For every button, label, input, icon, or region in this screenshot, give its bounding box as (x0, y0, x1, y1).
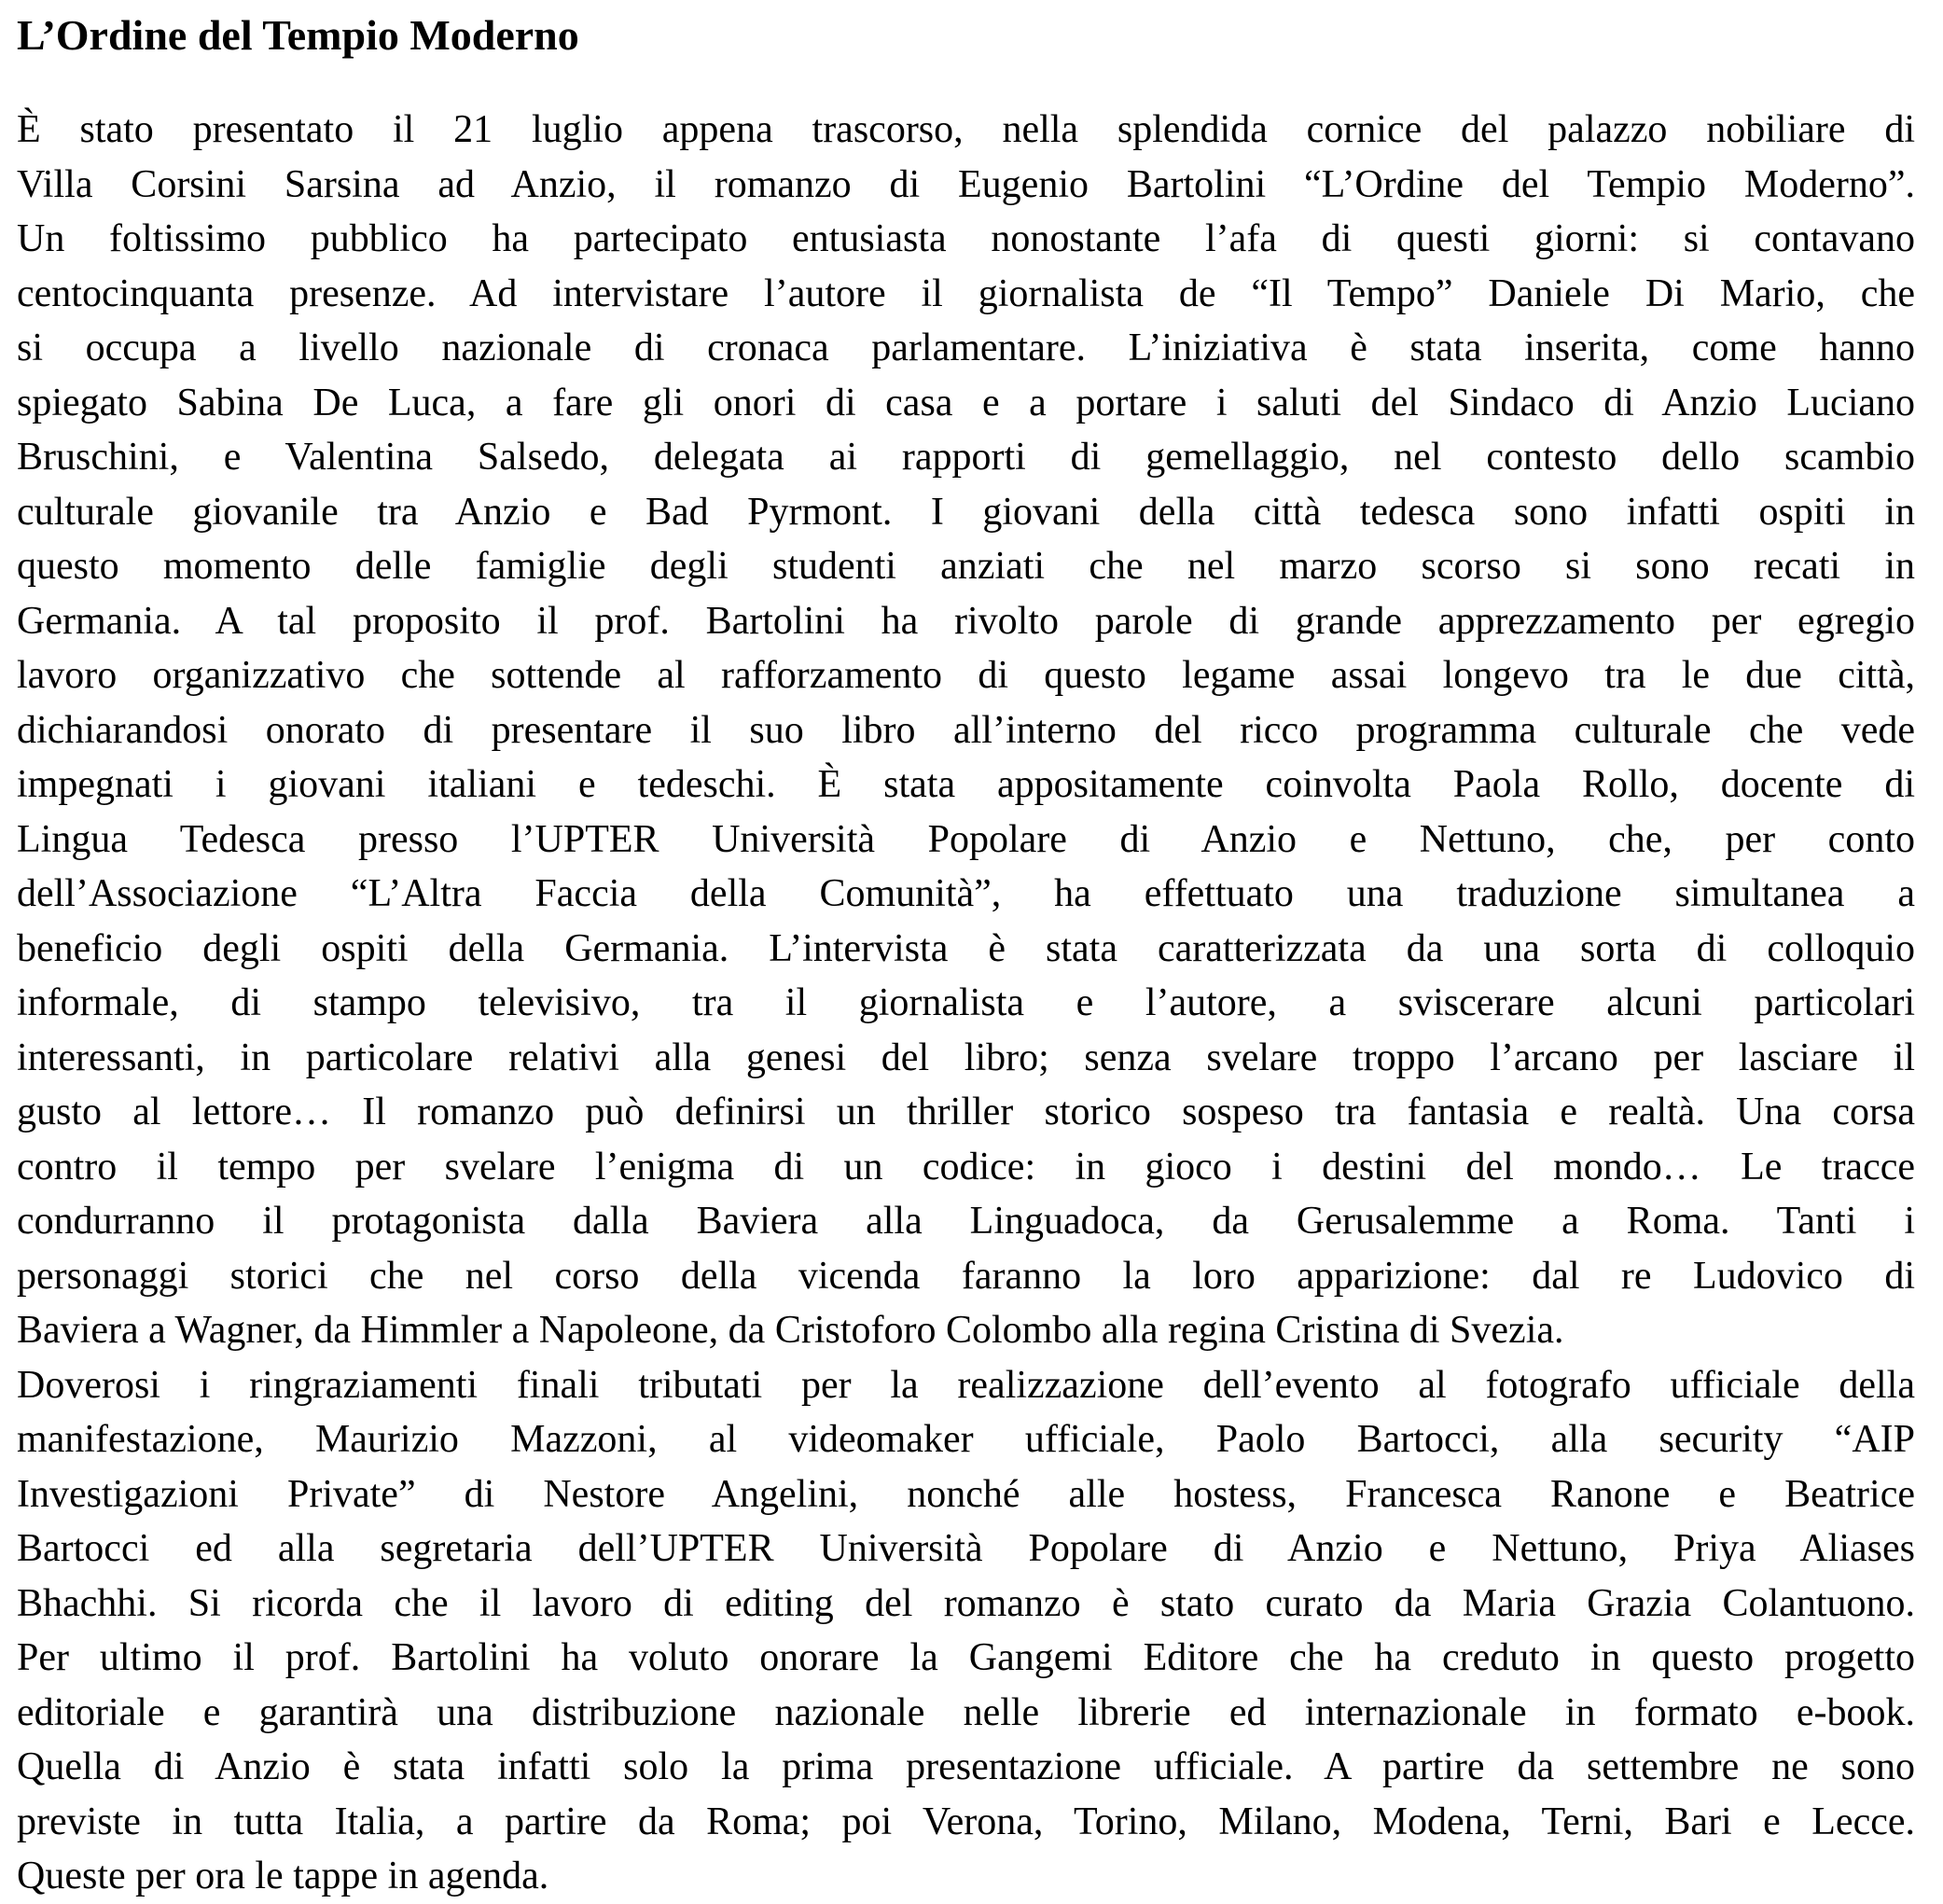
article-body-line: centocinquanta presenze. Ad intervistare l’autore il giornalista de “Il Tempo” Daniele Di Mario, che (17, 271, 1915, 315)
article-body-line: Lingua Tedesca presso l’UPTER Università Popolare di Anzio e Nettuno, che, per conto (17, 817, 1915, 861)
article-body-line: dell’Associazione “L’Altra Faccia della Comunità”, ha effettuato una traduzione simultanea a (17, 872, 1915, 915)
article-body-line: dichiarandosi onorato di presentare il suo libro all’interno del ricco programma culturale che vede (17, 708, 1915, 752)
article-body-line: È stato presentato il 21 luglio appena trascorso, nella splendida cornice del palazzo nobiliare di (17, 108, 1915, 151)
article-body-line: Doverosi i ringraziamenti finali tributati per la realizzazione dell’evento al fotografo ufficiale della (17, 1363, 1915, 1407)
article-body-line: Per ultimo il prof. Bartolini ha voluto onorare la Gangemi Editore che ha creduto in questo progetto (17, 1636, 1915, 1679)
article-body-line: Queste per ora le tappe in agenda. (17, 1855, 549, 1897)
article-body-line: questo momento delle famiglie degli studenti anziati che nel marzo scorso si sono recati in (17, 545, 1915, 588)
article-body-line: si occupa a livello nazionale di cronaca parlamentare. L’iniziativa è stata inserita, come hanno (17, 327, 1915, 369)
article-body-line: Un foltissimo pubblico ha partecipato entusiasta nonostante l’afa di questi giorni: si contavano (17, 217, 1915, 260)
article-body-line: interessanti, in particolare relativi alla genesi del libro; senza svelare troppo l’arcano per lasciare il (17, 1035, 1915, 1079)
article-body-line: informale, di stampo televisivo, tra il giornalista e l’autore, a sviscerare alcuni particolari (17, 981, 1915, 1024)
article-body-line: editoriale e garantirà una distribuzione nazionale nelle librerie ed internazionale in formato e-book. (17, 1690, 1915, 1734)
article-body-line: Investigazioni Private” di Nestore Angelini, nonché alle hostess, Francesca Ranone e Beatrice (17, 1472, 1915, 1516)
article-body (17, 62, 1915, 1904)
article-body-line: contro il tempo per svelare l’enigma di un codice: in gioco i destini del mondo… Le tracce (17, 1145, 1915, 1188)
article-body-line: Quella di Anzio è stata infatti solo la prima presentazione ufficiale. A partire da settembre ne sono (17, 1745, 1915, 1788)
article-body-line: Germania. A tal proposito il prof. Bartolini ha rivolto parole di grande apprezzamento per egregio (17, 599, 1915, 643)
article-body-line: Bruschini, e Valentina Salsedo, delegata ai rapporti di gemellaggio, nel contesto dello scambio (17, 436, 1915, 479)
article-body-line: previste in tutta Italia, a partire da Roma; poi Verona, Torino, Milano, Modena, Terni, Bari e Lecce. (17, 1800, 1915, 1843)
article-body-line: lavoro organizzativo che sottende al rafforzamento di questo legame assai longevo tra le due città, (17, 654, 1915, 697)
article-body-line: condurranno il protagonista dalla Baviera alla Linguadoca, da Gerusalemme a Roma. Tanti i (17, 1200, 1915, 1243)
article-body-line: manifestazione, Maurizio Mazzoni, al videomaker ufficiale, Paolo Bartocci, alla security “AIP (17, 1418, 1915, 1461)
article-body-line: gusto al lettore… Il romanzo può definirsi un thriller storico sospeso tra fantasia e realtà. Una corsa (17, 1091, 1915, 1133)
article-body-line: personaggi storici che nel corso della vicenda faranno la loro apparizione: dal re Ludovico di (17, 1254, 1915, 1298)
article-body-line: Bartocci ed alla segretaria dell’UPTER Università Popolare di Anzio e Nettuno, Priya Aliases (17, 1527, 1915, 1570)
article-body-line: Baviera a Wagner, da Himmler a Napoleone, da Cristoforo Colombo alla regina Cristina di Svezia. (17, 1309, 1564, 1352)
article-body-line: Villa Corsini Sarsina ad Anzio, il romanzo di Eugenio Bartolini “L’Ordine del Tempio Moderno”. (17, 162, 1915, 206)
article-body-line: beneficio degli ospiti della Germania. L’intervista è stata caratterizzata da una sorta di colloquio (17, 926, 1915, 970)
article-body-line: spiegato Sabina De Luca, a fare gli onori di casa e a portare i saluti del Sindaco di Anzio Luciano (17, 381, 1915, 424)
article-body-line: culturale giovanile tra Anzio e Bad Pyrmont. I giovani della città tedesca sono infatti ospiti in (17, 490, 1915, 534)
article-body-line: Bhachhi. Si ricorda che il lavoro di editing del romanzo è stato curato da Maria Grazia Colantuono. (17, 1581, 1915, 1625)
article-body-line: impegnati i giovani italiani e tedeschi. È stata appositamente coinvolta Paola Rollo, docente di (17, 763, 1915, 806)
article-title: L’Ordine del Tempio Moderno (17, 11, 579, 59)
